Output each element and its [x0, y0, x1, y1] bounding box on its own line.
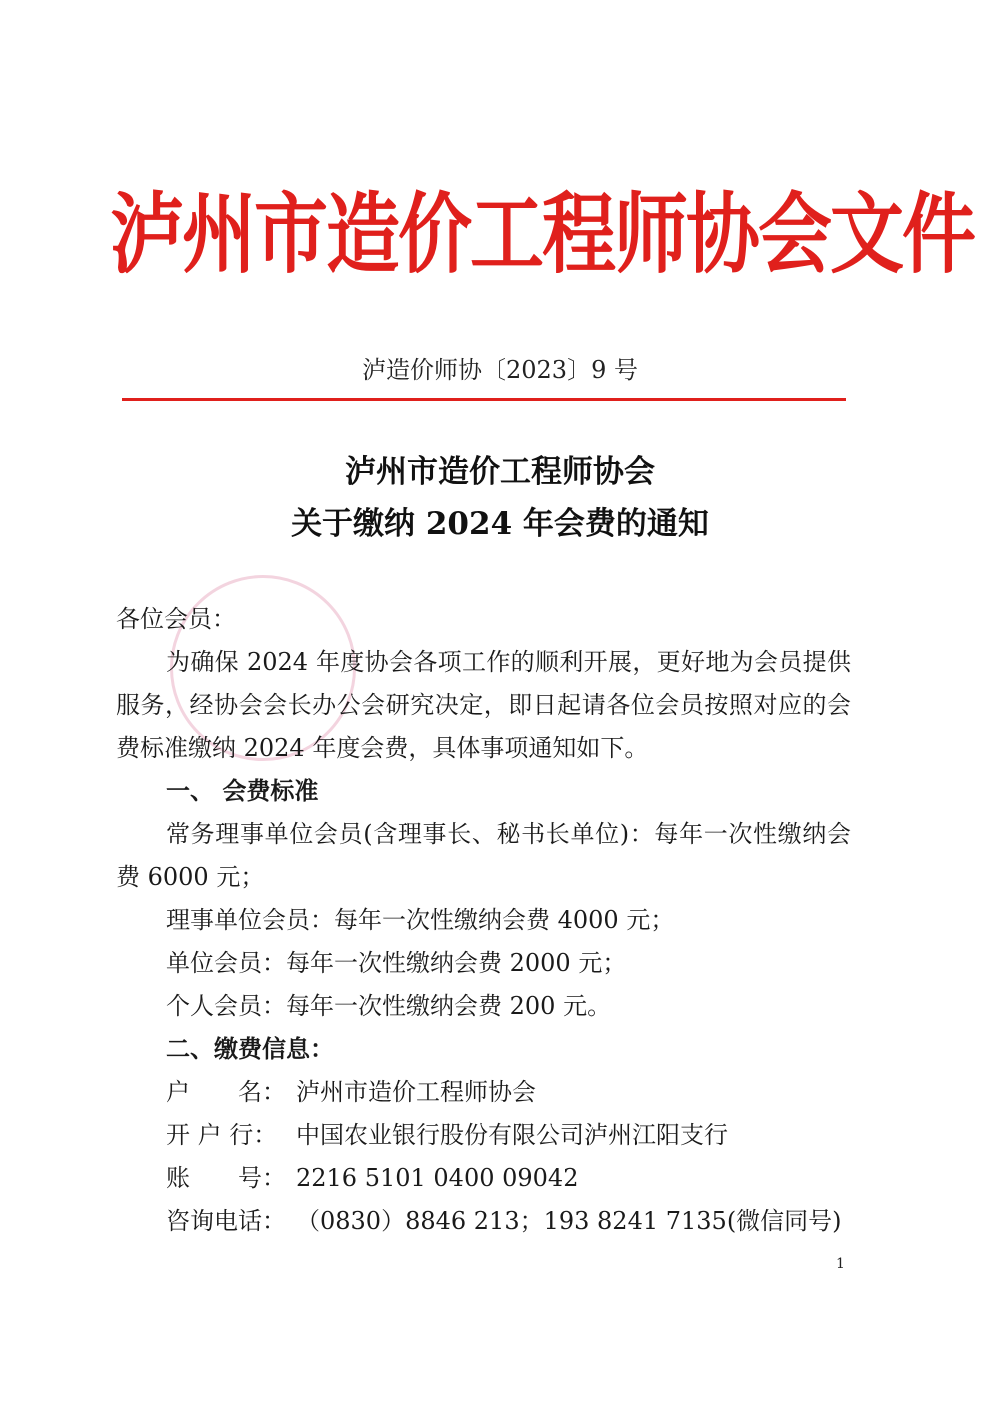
section-heading-payment-info: 二、缴费信息： [166, 1035, 334, 1063]
payment-account-name-row [116, 1071, 851, 1114]
red-divider-line [122, 398, 846, 401]
page-number: 1 [836, 1256, 845, 1272]
payment-account-number-row [116, 1157, 851, 1200]
payment-label: 开 户 行： [166, 1121, 278, 1149]
payment-label: 户 名： [166, 1078, 286, 1106]
fee-item-organization: 单位会员：每年一次性缴纳会费 2000 元； [166, 949, 627, 977]
payment-label: 咨询电话： [166, 1207, 286, 1235]
title-line-1: 泸州市造价工程师协会 [345, 454, 655, 490]
document-masthead: 泸州市造价工程师协会文件 [110, 184, 974, 286]
title-line-2: 关于缴纳 2024 年会费的通知 [291, 506, 709, 542]
payment-value: 中国农业银行股份有限公司泸州江阳支行 [296, 1121, 728, 1149]
payment-value: （0830）8846 213；193 8241 7135(微信同号) [296, 1207, 842, 1235]
payment-bank-row [116, 1114, 851, 1157]
intro-paragraph: 为确保 2024 年度协会各项工作的顺利开展，更好地为会员提供服务，经协会会长办公会研究决定，即日起请各位会员按照对应的会费标准缴纳 2024 年度会费，具体事项通知如下。 [116, 648, 851, 762]
payment-phone-row [116, 1200, 851, 1243]
notice-body [116, 598, 851, 1243]
section-heading-fee-standard: 一、 会费标准 [166, 777, 319, 805]
fee-item-individual: 个人会员：每年一次性缴纳会费 200 元。 [166, 992, 612, 1020]
payment-label: 账 号： [166, 1164, 286, 1192]
payment-value: 泸州市造价工程师协会 [296, 1078, 536, 1106]
payment-value: 2216 5101 0400 09042 [296, 1164, 579, 1192]
fee-item-director: 理事单位会员：每年一次性缴纳会费 4000 元； [166, 906, 675, 934]
salutation: 各位会员： [116, 605, 236, 633]
document-number: 泸造价师协〔2023〕9 号 [362, 356, 638, 384]
fee-item-executive-director: 常务理事单位会员(含理事长、秘书长单位)：每年一次性缴纳会费 6000 元； [116, 820, 851, 891]
